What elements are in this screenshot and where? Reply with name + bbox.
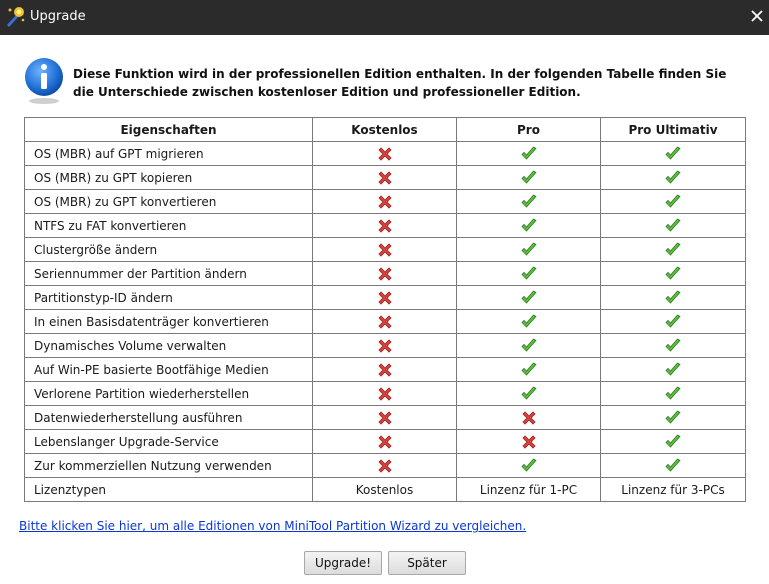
checkmark-icon bbox=[664, 170, 682, 184]
table-row bbox=[25, 406, 746, 430]
checkmark-icon bbox=[664, 338, 682, 352]
checkmark-icon bbox=[664, 194, 682, 208]
cross-icon bbox=[377, 170, 393, 184]
checkmark-icon bbox=[664, 146, 682, 160]
feature-name: Auf Win-PE basierte Bootfähige Medien bbox=[25, 358, 313, 382]
checkmark-icon bbox=[520, 146, 538, 160]
pro-availability bbox=[457, 166, 601, 190]
cross-icon bbox=[521, 410, 537, 424]
pro-availability bbox=[457, 214, 601, 238]
license-pro: Linzenz für 1-PC bbox=[457, 478, 601, 502]
feature-name: In einen Basisdatenträger konvertieren bbox=[25, 310, 313, 334]
pro-availability bbox=[457, 334, 601, 358]
window-title: Upgrade bbox=[30, 9, 86, 24]
feature-name: Dynamisches Volume verwalten bbox=[25, 334, 313, 358]
cross-icon bbox=[377, 338, 393, 352]
compare-editions-link[interactable]: Bitte klicken Sie hier, um alle Editionen von MiniTool Partition Wizard zu vergleichen. bbox=[19, 519, 527, 533]
pro-availability bbox=[457, 406, 601, 430]
table-row bbox=[25, 166, 746, 190]
pro-ultimate-availability bbox=[601, 190, 746, 214]
free-availability bbox=[313, 190, 457, 214]
header-free: Kostenlos bbox=[313, 118, 457, 142]
checkmark-icon bbox=[664, 410, 682, 424]
pro-availability bbox=[457, 382, 601, 406]
checkmark-icon bbox=[520, 242, 538, 256]
cross-icon bbox=[377, 194, 393, 208]
checkmark-icon bbox=[520, 266, 538, 280]
cross-icon bbox=[377, 410, 393, 424]
checkmark-icon bbox=[664, 458, 682, 472]
feature-name: Datenwiederherstellung ausführen bbox=[25, 406, 313, 430]
pro-availability bbox=[457, 454, 601, 478]
cross-icon bbox=[377, 386, 393, 400]
feature-name: OS (MBR) zu GPT kopieren bbox=[25, 166, 313, 190]
checkmark-icon bbox=[520, 386, 538, 400]
table-row bbox=[25, 334, 746, 358]
pro-ultimate-availability bbox=[601, 382, 746, 406]
pro-ultimate-availability bbox=[601, 430, 746, 454]
checkmark-icon bbox=[520, 458, 538, 472]
table-row bbox=[25, 238, 746, 262]
header-pro: Pro bbox=[457, 118, 601, 142]
cross-icon bbox=[377, 458, 393, 472]
checkmark-icon bbox=[664, 266, 682, 280]
table-row bbox=[25, 430, 746, 454]
free-availability bbox=[313, 334, 457, 358]
table-row bbox=[25, 286, 746, 310]
info-message: Diese Funktion wird in der professionellen Edition enthalten. In der folgenden Tabelle finden Sie die Unterschiede zwischen kostenloser Edition und professioneller Edition. bbox=[73, 67, 727, 99]
pro-availability bbox=[457, 238, 601, 262]
free-availability bbox=[313, 406, 457, 430]
checkmark-icon bbox=[520, 290, 538, 304]
checkmark-icon bbox=[664, 290, 682, 304]
checkmark-icon bbox=[664, 242, 682, 256]
feature-name: OS (MBR) auf GPT migrieren bbox=[25, 142, 313, 166]
cross-icon bbox=[377, 434, 393, 448]
free-availability bbox=[313, 358, 457, 382]
pro-availability bbox=[457, 310, 601, 334]
checkmark-icon bbox=[664, 218, 682, 232]
checkmark-icon bbox=[520, 194, 538, 208]
cross-icon bbox=[521, 434, 537, 448]
table-row bbox=[25, 214, 746, 238]
license-ultimate: Linzenz für 3-PCs bbox=[601, 478, 746, 502]
pro-availability bbox=[457, 262, 601, 286]
cross-icon bbox=[377, 242, 393, 256]
feature-name: Lebenslanger Upgrade-Service bbox=[25, 430, 313, 454]
checkmark-icon bbox=[664, 362, 682, 376]
pro-ultimate-availability bbox=[601, 310, 746, 334]
cross-icon bbox=[377, 362, 393, 376]
close-icon[interactable] bbox=[746, 5, 768, 27]
license-row bbox=[25, 478, 746, 502]
feature-name: Seriennummer der Partition ändern bbox=[25, 262, 313, 286]
checkmark-icon bbox=[520, 338, 538, 352]
minitool-wand-icon bbox=[4, 6, 26, 28]
checkmark-icon bbox=[664, 434, 682, 448]
license-label: Lizenztypen bbox=[25, 478, 313, 502]
cross-icon bbox=[377, 290, 393, 304]
later-button[interactable]: Später bbox=[388, 551, 466, 575]
title-bar bbox=[0, 0, 769, 35]
pro-availability bbox=[457, 190, 601, 214]
pro-availability bbox=[457, 430, 601, 454]
table-header-row bbox=[25, 118, 746, 142]
feature-name: OS (MBR) zu GPT konvertieren bbox=[25, 190, 313, 214]
checkmark-icon bbox=[520, 314, 538, 328]
cross-icon bbox=[377, 146, 393, 160]
table-row bbox=[25, 262, 746, 286]
free-availability bbox=[313, 382, 457, 406]
header-pro-ultimate: Pro Ultimativ bbox=[601, 118, 746, 142]
free-availability bbox=[313, 238, 457, 262]
feature-name: Partitionstyp-ID ändern bbox=[25, 286, 313, 310]
free-availability bbox=[313, 286, 457, 310]
feature-name: NTFS zu FAT konvertieren bbox=[25, 214, 313, 238]
table-row bbox=[25, 382, 746, 406]
feature-comparison-table bbox=[24, 117, 746, 502]
feature-rows bbox=[25, 142, 746, 478]
upgrade-button[interactable]: Upgrade! bbox=[304, 551, 382, 575]
pro-ultimate-availability bbox=[601, 214, 746, 238]
table-row bbox=[25, 190, 746, 214]
pro-availability bbox=[457, 286, 601, 310]
info-icon bbox=[24, 57, 64, 105]
pro-ultimate-availability bbox=[601, 238, 746, 262]
cross-icon bbox=[377, 314, 393, 328]
pro-availability bbox=[457, 142, 601, 166]
pro-ultimate-availability bbox=[601, 286, 746, 310]
pro-ultimate-availability bbox=[601, 142, 746, 166]
pro-ultimate-availability bbox=[601, 406, 746, 430]
table-row bbox=[25, 358, 746, 382]
license-free: Kostenlos bbox=[313, 478, 457, 502]
free-availability bbox=[313, 166, 457, 190]
pro-ultimate-availability bbox=[601, 358, 746, 382]
pro-availability bbox=[457, 358, 601, 382]
feature-name: Clustergröße ändern bbox=[25, 238, 313, 262]
free-availability bbox=[313, 310, 457, 334]
table-row bbox=[25, 454, 746, 478]
table-row bbox=[25, 310, 746, 334]
cross-icon bbox=[377, 266, 393, 280]
checkmark-icon bbox=[520, 170, 538, 184]
free-availability bbox=[313, 454, 457, 478]
feature-name: Verlorene Partition wiederherstellen bbox=[25, 382, 313, 406]
free-availability bbox=[313, 430, 457, 454]
free-availability bbox=[313, 142, 457, 166]
feature-name: Zur kommerziellen Nutzung verwenden bbox=[25, 454, 313, 478]
checkmark-icon bbox=[520, 218, 538, 232]
pro-ultimate-availability bbox=[601, 454, 746, 478]
pro-ultimate-availability bbox=[601, 166, 746, 190]
checkmark-icon bbox=[520, 362, 538, 376]
pro-ultimate-availability bbox=[601, 334, 746, 358]
free-availability bbox=[313, 214, 457, 238]
pro-ultimate-availability bbox=[601, 262, 746, 286]
cross-icon bbox=[377, 218, 393, 232]
header-features: Eigenschaften bbox=[25, 118, 313, 142]
table-row bbox=[25, 142, 746, 166]
checkmark-icon bbox=[664, 386, 682, 400]
checkmark-icon bbox=[664, 314, 682, 328]
free-availability bbox=[313, 262, 457, 286]
